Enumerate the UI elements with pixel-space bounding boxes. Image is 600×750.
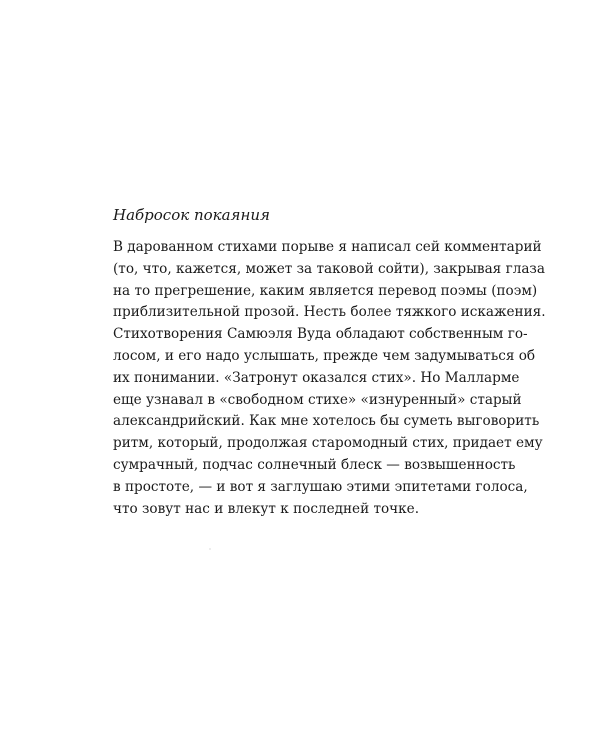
text-line: их понимании. «Затронут оказался стих». Но Малларме — [113, 369, 520, 386]
text-line: еще узнавал в «свободном стихе» «изнуренный» старый — [113, 391, 522, 408]
text-line: В дарованном стихами порыве я написал сей комментарий — [113, 239, 542, 255]
text-line-last: что зовут нас и влекут к последней точке. — [113, 500, 420, 517]
body-paragraph — [113, 237, 546, 520]
text-line: ритм, который, продолжая старомодный стих, придает ему — [113, 435, 543, 452]
paper-speck — [209, 548, 211, 550]
text-line: лосом, и его надо услышать, прежде чем задумываться об — [113, 347, 536, 364]
text-line: на то прегрешение, каким является перевод поэмы (поэм) — [113, 282, 538, 299]
text-line: в простоте, — и вот я заглушаю этими эпитетами голоса, — [113, 478, 528, 495]
text-line: сумрачный, подчас солнечный блеск — возвышенность — [113, 456, 516, 473]
text-line: приблизительной прозой. Несть более тяжкого искажения. — [113, 304, 546, 321]
section-title: Набросок покаяния — [113, 206, 270, 224]
text-line: (то, что, кажется, может за таковой сойти), закрывая глаза — [113, 260, 545, 277]
text-line: александрийский. Как мне хотелось бы суметь выговорить — [113, 413, 540, 430]
text-line: Стихотворения Самюэля Вуда обладают собственным го- — [113, 326, 528, 343]
